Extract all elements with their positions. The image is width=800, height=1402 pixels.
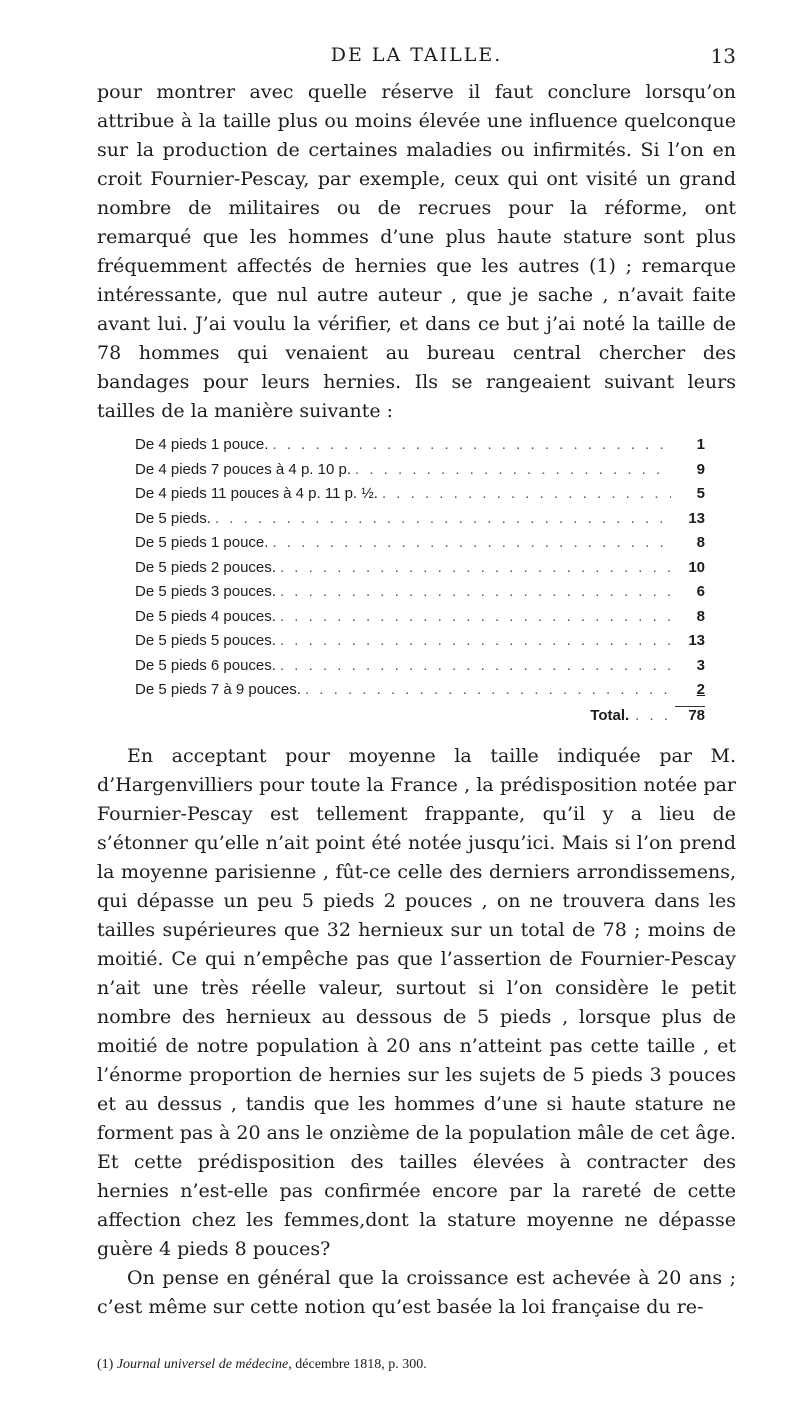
table-row <box>135 534 705 559</box>
table-row <box>135 485 705 510</box>
row-label: De 5 pieds. <box>135 509 211 527</box>
table-row <box>135 632 705 657</box>
row-label: De 5 pieds 6 pouces. <box>135 656 276 674</box>
total-value: 78 <box>675 706 705 724</box>
leader-dots <box>272 534 671 551</box>
leader-dots <box>280 583 671 600</box>
footnote <box>97 1357 427 1373</box>
leader-dots <box>305 681 671 698</box>
page-number: 13 <box>710 44 736 68</box>
leader-dots <box>382 485 671 502</box>
table-row <box>135 681 705 706</box>
leader-dots <box>272 436 671 453</box>
row-label: De 5 pieds 7 à 9 pouces. <box>135 681 301 698</box>
row-label: De 4 pieds 7 pouces à 4 p. 10 p. <box>135 460 351 478</box>
paragraph-2 <box>97 742 736 1264</box>
running-head <box>97 44 736 78</box>
table-total-row <box>135 706 705 732</box>
table-row <box>135 559 705 584</box>
row-label: De 4 pieds 1 pouce. <box>135 436 269 453</box>
paragraph-3-text: On pense en général que la croissance est achevée à 20 ans ; c’est même sur cette notion qu’est basée la loi française du re- <box>97 1266 736 1318</box>
footnote-journal: Journal universel de médecine, <box>116 1357 292 1372</box>
row-label: De 4 pieds 11 pouces à 4 p. 11 p. ½. <box>135 485 378 502</box>
row-count: 1 <box>696 436 705 453</box>
table-row <box>135 461 705 486</box>
running-title: DE LA TAILLE. <box>330 44 503 66</box>
row-label: De 5 pieds 2 pouces. <box>135 558 276 576</box>
row-count: 8 <box>696 607 705 625</box>
total-dots: . . . <box>635 706 671 724</box>
total-label: Total. <box>590 706 630 724</box>
table-row <box>135 436 705 461</box>
row-count: 13 <box>688 632 705 649</box>
paragraph-1-text: pour montrer avec quelle réserve il faut conclure lorsqu’on attribue à la taille plus ou moins élevée une influence quelconque sur la production de certaines maladies ou infirmités. Si l’on en croit Fournier-Pescay, par exemple, ceux qui ont visité un grand nombre de militaires ou de recrues pour la réforme, ont remarqué que les hommes d’une plus haute stature sont plus fréquemment affectés de hernies que les autres (1) ; remarque intéressante, que nul autre auteur , que je sache , n’avait faite avant lui. J’ai voulu la vérifier, et dans ce but j’ai noté la taille de 78 hommes qui venaient au bureau central chercher des bandages pour leurs hernies. Ils se rangeaient suivant leurs tailles de la manière suivante : <box>97 81 736 422</box>
row-count: 8 <box>696 534 705 551</box>
row-count: 6 <box>696 583 705 600</box>
row-count: 5 <box>696 485 705 502</box>
row-count: 3 <box>696 656 705 674</box>
table-row <box>135 583 705 608</box>
row-label: De 5 pieds 1 pouce. <box>135 534 269 551</box>
paragraph-3 <box>97 1264 736 1322</box>
row-count: 9 <box>696 460 705 478</box>
footnote-marker: (1) <box>97 1357 114 1372</box>
row-count: 2 <box>696 681 705 698</box>
leader-dots <box>280 632 671 649</box>
table-row <box>135 608 705 633</box>
leader-dots <box>280 559 671 576</box>
row-label: De 5 pieds 5 pouces. <box>135 632 276 649</box>
row-count: 13 <box>688 509 705 527</box>
paragraph-1 <box>97 78 736 426</box>
row-label: De 5 pieds 4 pouces. <box>135 607 276 625</box>
leader-dots <box>280 608 671 625</box>
height-table <box>135 436 705 732</box>
row-label: De 5 pieds 3 pouces. <box>135 583 276 600</box>
table-row <box>135 657 705 682</box>
leader-dots <box>280 657 671 674</box>
footnote-details: décembre 1818, p. 300. <box>295 1357 427 1372</box>
leader-dots <box>355 461 671 478</box>
row-count: 10 <box>688 558 705 576</box>
paragraph-2-text: En acceptant pour moyenne la taille indiquée par M. d’Hargenvilliers pour toute la France , la prédisposition notée par Fournier-Pescay est tellement frappante, qu’il y a lieu de s’étonner qu’elle n’ait point été notée jusqu’ici. Mais si l’on prend la moyenne parisienne , fût-ce celle des derniers arrondissemens, qui dépasse un peu 5 pieds 2 pouces , on ne trouvera dans les tailles supérieures que 32 hernieux sur un total de 78 ; moins de moitié. Ce qui n’empêche pas que l’assertion de Fournier-Pescay n’ait une très réelle valeur, surtout si l’on considère le petit nombre des hernieux au dessous de 5 pieds , lorsque plus de moitié de notre population à 20 ans n’atteint pas cette taille , et l’énorme proportion de hernies sur les sujets de 5 pieds 3 pouces et au dessus , tandis que les hommes d’une si haute stature ne forment pas à 20 ans le onzième de la population mâle de cet âge. Et cette prédisposition des tailles élevées à contracter des hernies n’est-elle pas confirmée encore par la rareté de cette affection chez les femmes,dont la stature moyenne ne dépasse guère 4 pieds 8 pouces? <box>97 744 736 1260</box>
leader-dots <box>215 510 671 527</box>
table-row <box>135 510 705 535</box>
